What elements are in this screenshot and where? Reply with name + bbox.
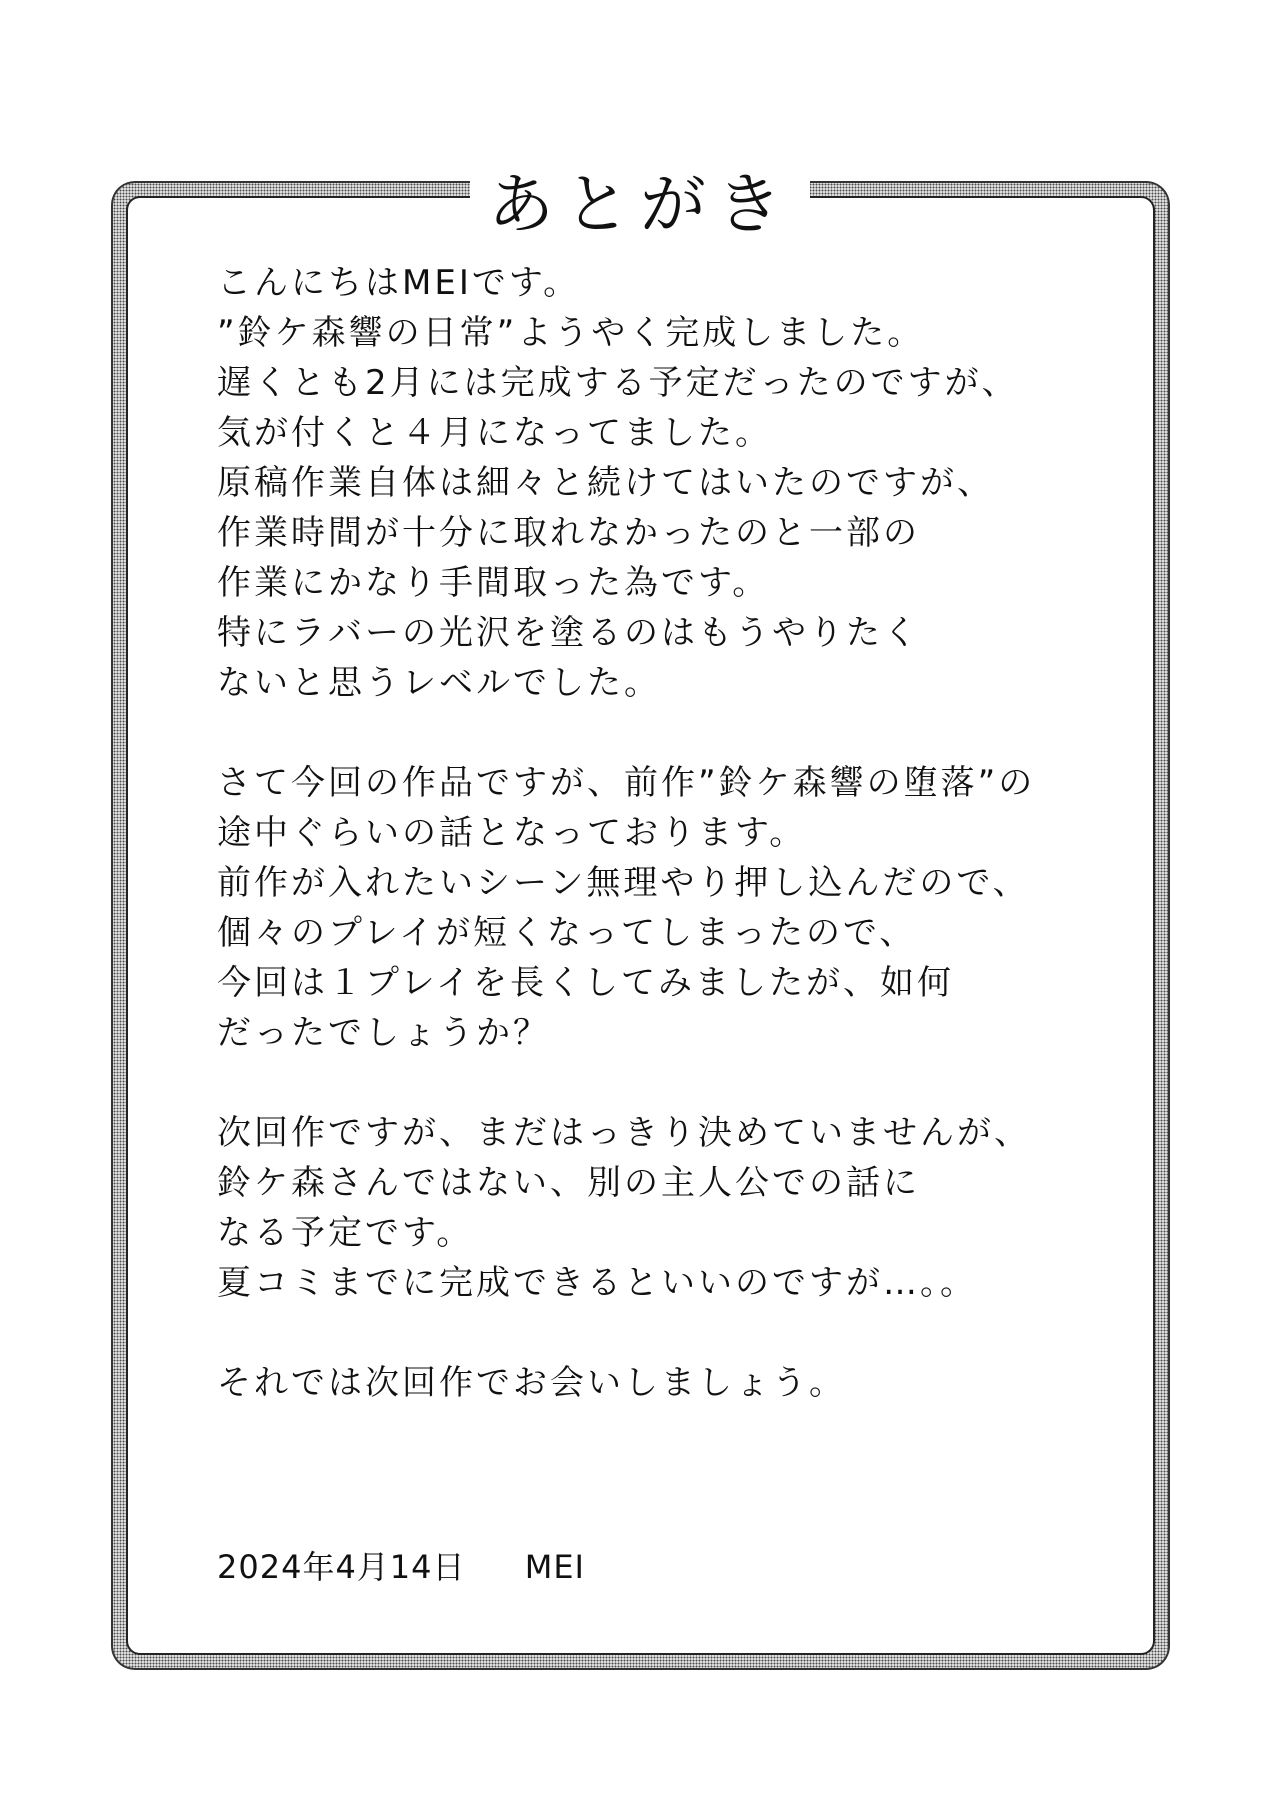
paragraph-gap <box>217 1058 1097 1108</box>
text-line: 個々のプレイが短くなってしまったので、 <box>217 913 917 953</box>
text-line: 原稿作業自体は細々と続けてはいたのですが、 <box>217 463 994 503</box>
text-line: 今回は１プレイを長くしてみましたが、如何 <box>217 963 954 1003</box>
paragraph-this-work <box>217 758 1097 1058</box>
text-line: 夏コミまでに完成できるといいのですが…。。 <box>217 1263 977 1303</box>
text-line: ”鈴ケ森響の日常”ようやく完成しました。 <box>217 313 925 353</box>
title-box <box>470 152 810 244</box>
signature-author: MEI <box>524 1548 585 1586</box>
text-line: 特にラバーの光沢を塗るのはもうやりたく <box>217 613 920 653</box>
afterword-body <box>217 258 1097 1408</box>
text-line: 途中ぐらいの話となっております。 <box>217 813 807 853</box>
text-line: こんにちはMEIです。 <box>217 263 581 303</box>
text-line: だったでしょうか？ <box>217 1013 550 1053</box>
text-line: 次回作ですが、まだはっきり決めていませんが、 <box>217 1113 1031 1153</box>
paragraph-closing <box>217 1358 1097 1408</box>
signature <box>217 1542 585 1588</box>
paragraph-gap <box>217 1308 1097 1358</box>
paragraph-next-work <box>217 1108 1097 1308</box>
text-line: 作業にかなり手間取った為です。 <box>217 563 770 603</box>
text-line: なる予定です。 <box>217 1213 474 1253</box>
paragraph-greeting <box>217 258 1097 708</box>
text-line: 気が付くと４月になってました。 <box>217 413 772 453</box>
page-title: あとがき <box>488 165 792 243</box>
text-line: 遅くとも2月には完成する予定だったのですが、 <box>217 363 1019 403</box>
text-line: 作業時間が十分に取れなかったのと一部の <box>217 513 920 553</box>
text-line: さて今回の作品ですが、前作”鈴ケ森響の堕落”の <box>217 763 1036 803</box>
text-line: 鈴ケ森さんではない、別の主人公での話に <box>217 1163 920 1203</box>
text-line: ないと思うレベルでした。 <box>217 663 661 703</box>
signature-date: 2024年4月14日 <box>217 1548 466 1586</box>
paragraph-gap <box>217 708 1097 758</box>
text-line: 前作が入れたいシーン無理やり押し込んだので、 <box>217 863 1030 903</box>
text-line: それでは次回作でお会いしましょう。 <box>217 1363 846 1403</box>
